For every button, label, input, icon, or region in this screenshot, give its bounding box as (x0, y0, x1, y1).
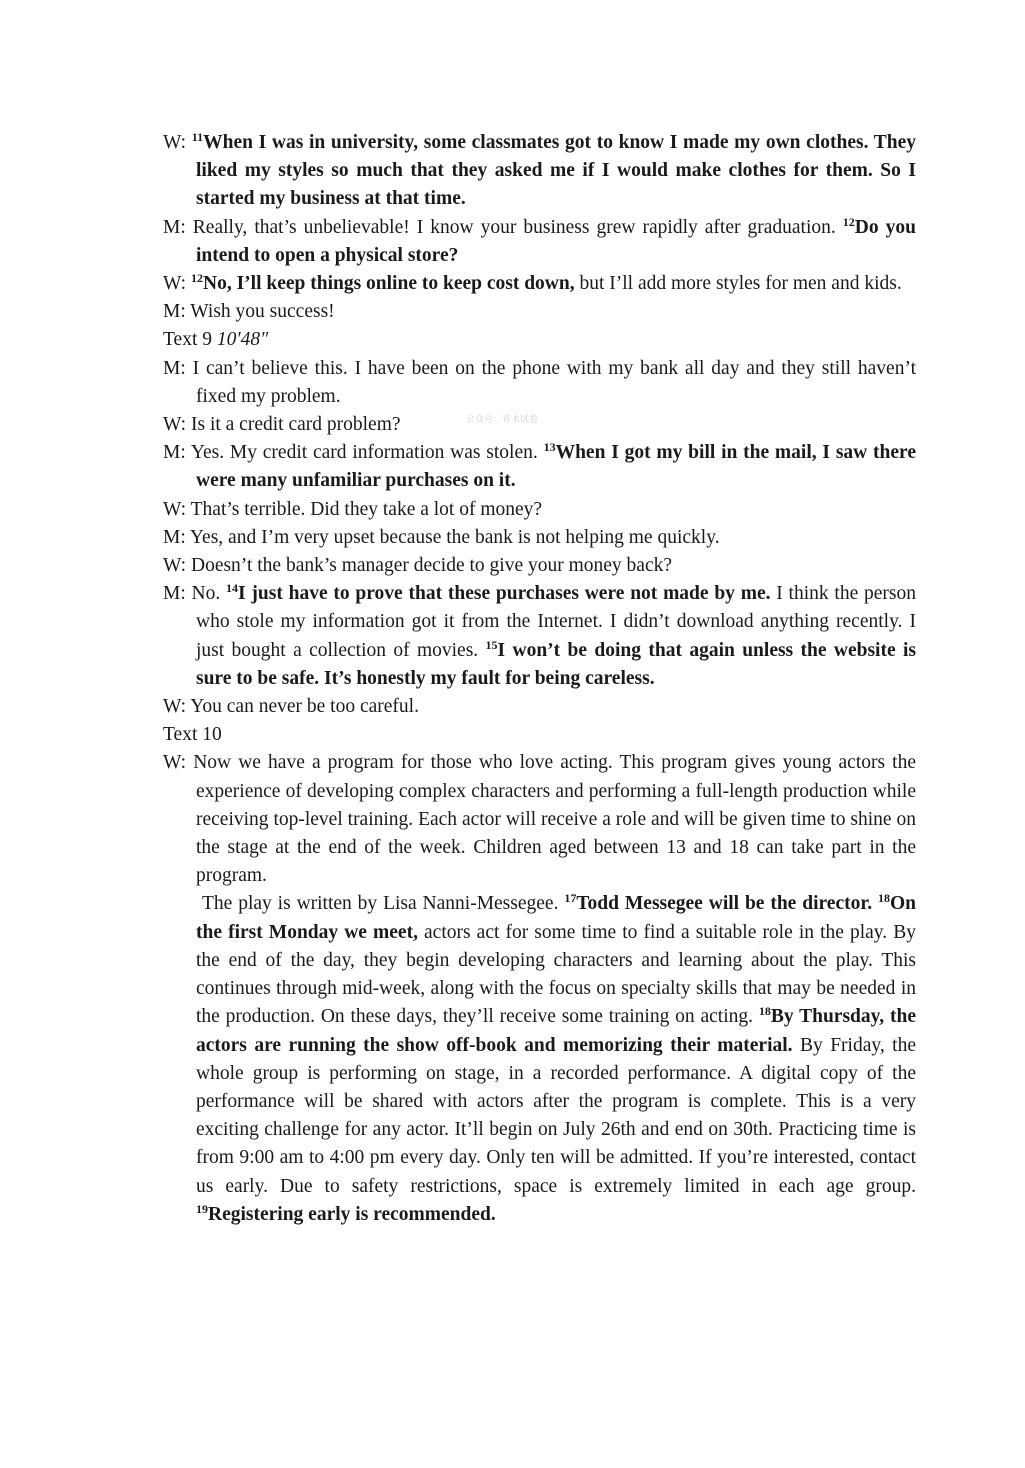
answer-number: 12 (842, 214, 855, 229)
speaker-label: W: (163, 132, 187, 153)
answer-number: 18 (877, 891, 890, 906)
dialogue-text: That’s terrible. Did they take a lot of money? (190, 498, 543, 520)
answer-text: Do you intend to open a physical store? (196, 216, 916, 266)
dialogue-line (163, 214, 916, 270)
dialogue-line (163, 355, 916, 411)
speaker-label: M: (163, 216, 186, 238)
answer-text: No, I’ll keep things online to keep cost down, (202, 273, 575, 295)
answer-text: On the first Monday we meet, (196, 893, 916, 943)
speaker-label: W: (163, 498, 187, 520)
dialogue-text: but I’ll add more styles for men and kids. (574, 273, 902, 295)
section-heading-label: Text 9 (163, 329, 217, 351)
answer-number: 15 (485, 637, 498, 652)
speaker-label: M: (163, 357, 186, 379)
dialogue-line (163, 524, 916, 552)
answer-number: 11 (191, 130, 204, 144)
section-heading (163, 326, 916, 354)
answer-text: When I got my bill in the mail, I saw there were many unfamiliar purchases on it. (196, 442, 916, 492)
section-heading-label: Text 10 (163, 724, 222, 746)
dialogue-line (163, 580, 916, 693)
dialogue-text: Is it a credit card problem? (190, 414, 401, 436)
dialogue-text: Now we have a program for those who love acting. This program gives young actors the experience of developing complex characters and performing a full-length production while receiving top-level training. Each actor will receive a role and will be given time to shine on the stage at the end of the week. Children aged between 13 and 18 can take part in the program. (193, 752, 917, 887)
dialogue-line (163, 129, 916, 214)
dialogue-text: Wish you success! (190, 301, 335, 323)
speaker-label: W: (163, 273, 187, 295)
answer-text: I just have to prove that these purchases were not made by me. (238, 583, 771, 605)
speaker-label: M: (163, 526, 186, 548)
answer-text: Todd Messegee will be the director. (576, 893, 873, 915)
speaker-label: M: (163, 442, 186, 464)
section-timestamp: 10′48″ (216, 329, 269, 351)
dialogue-line (163, 270, 916, 298)
dialogue-text: Doesn’t the bank’s manager decide to give your money back? (190, 555, 673, 577)
speaker-label: M: (163, 583, 186, 605)
dialogue-text: The play is written by Lisa Nanni-Messegee. (202, 893, 565, 915)
answer-text: By Thursday, the actors are running the show off-book and memorizing their material. (196, 1006, 917, 1056)
dialogue-text: Yes. My credit card information was stolen. (190, 442, 544, 464)
dialogue-text: I can’t believe this. I have been on the phone with my bank all day and they still haven’t fixed my problem. (192, 357, 917, 407)
answer-number: 18 (758, 1004, 771, 1019)
dialogue-text: actors act for some time to find a suitable role in the play. By the end of the day, they begin developing characters and learning about the play. This continues through mid-week, along with the focus on specialty skills that may be needed in the production. On these days, they’ll receive some training on acting. (196, 921, 916, 1028)
dialogue-line (163, 439, 916, 495)
transcript-page (163, 129, 916, 1229)
answer-text: I won’t be doing that again unless the website is sure to be safe. It’s honestly my fault for being careless. (196, 639, 916, 689)
dialogue-text: You can never be too careful. (190, 696, 419, 718)
dialogue-line (163, 411, 916, 439)
speaker-label: M: (163, 301, 186, 323)
answer-number: 12 (190, 271, 203, 286)
dialogue-line (163, 749, 916, 890)
dialogue-line (163, 693, 916, 721)
dialogue-text: No. (191, 583, 227, 605)
answer-text: When I was in university, some classmates got to know I made my own clothes. They liked my styles so much that they asked me if I would make clothes for them. So I started my business at that time. (196, 132, 917, 210)
speaker-label: W: (163, 752, 187, 774)
dialogue-line (163, 298, 916, 326)
dialogue-text: Really, that’s unbelievable! I know your business grew rapidly after graduation. (192, 216, 843, 238)
answer-text: Registering early is recommended. (208, 1203, 496, 1225)
dialogue-line (163, 552, 916, 580)
dialogue-text: I think the person who stole my information got it from the Internet. I didn’t download anything recently. I just bought a collection of movies. (196, 583, 917, 661)
answer-number: 17 (564, 891, 577, 906)
dialogue-text: Yes, and I’m very upset because the bank is not helping me quickly. (189, 526, 720, 548)
section-heading (163, 721, 916, 749)
dialogue-line (163, 496, 916, 524)
dialogue-paragraph-continuation (163, 890, 916, 1228)
dialogue-text: By Friday, the whole group is performing on stage, in a recorded performance. A digital copy of the performance will be shared with actors after the program is complete. This is a very exciting challenge for any actor. It’ll begin on July 26th and end on 30th. Practicing time is from 9:00 am to 4:00 pm every day. Only ten will be admitted. If you’re interested, contact us early. Due to safety restrictions, space is extremely limited in each age group. (196, 1034, 917, 1197)
answer-number: 19 (196, 1201, 208, 1216)
answer-number: 14 (226, 581, 239, 596)
speaker-label: W: (163, 414, 187, 436)
answer-number: 13 (543, 440, 556, 455)
watermark: 公众号：青木试卷 (466, 415, 539, 425)
speaker-label: W: (163, 696, 187, 718)
speaker-label: W: (163, 555, 187, 577)
